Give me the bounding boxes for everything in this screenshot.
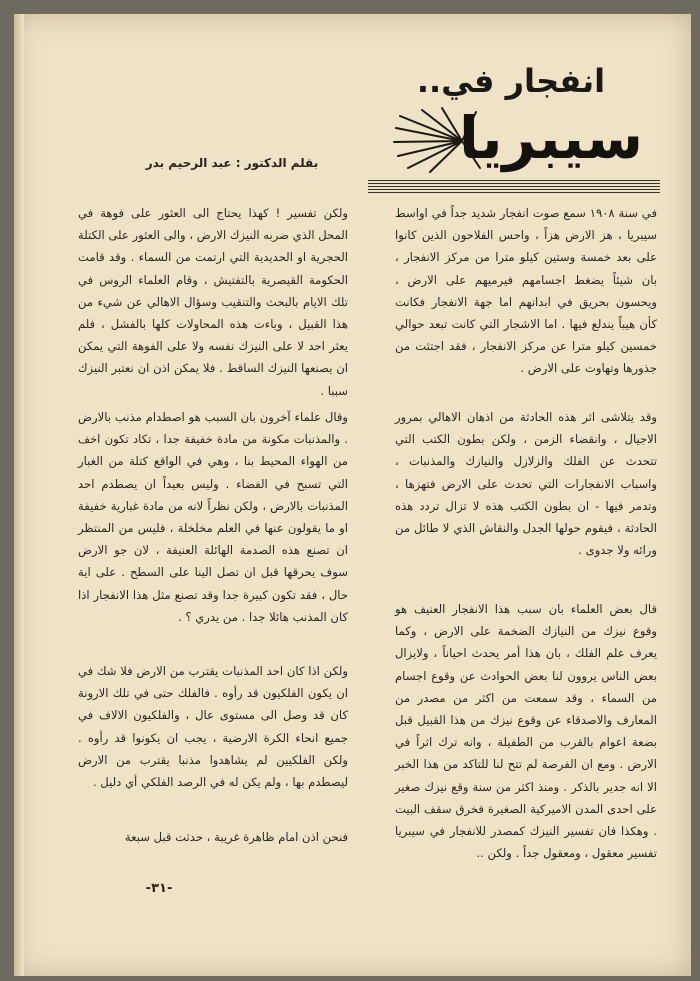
magazine-page [14,14,691,976]
left-column-paragraph-1: ولكن تفسير ! كهذا يحتاج الى العثور على فوهة في المحل الذي ضربه النيزك الارض ، والى العثور على الكتلة الحجرية او الحديدية التي ارتمت من السماء . وقد قامت الحكومة القيصرية بالتفتيش ، وقام العلماء الروس في تلك الايام بالبحث والتنقيب وسؤال الاهالي عن شيء من هذا القبيل ، وباءت هذه المحاولات كلها بالفشل ، فلم يعثر احد لا على النيزك نفسه ولا على الفوهة التي يمكن ان يصنعها النيزك الساقط . فلا يمكن اذن ان نعتبر النيزك سببا . [78,206,348,398]
left-column-paragraph-2: وقال علماء آخرون بان السبب هو اصطدام مذنب بالارض . والمذنبات مكونة من مادة خفيفة جدا ، تكاد تكون اخف من الهواء المحيط بنا ، وهي في الواقع كتلة من الغبار التي تسبح في الفضاء . وليس بعيداً ان يصطدم احد المذنبات بالارض ، ولكن نظراً لانه من مادة غبارية خفيفة او ما يقولون عنها في العلم مخلخلة ، فليس من المنتظر ان تصنع هذه الصدمة الهائلة العنيفة ، لان جو الارض سوف يحرقها قبل ان تصل الينا على السطح . على اية حال ، فقد تكون كبيرة جدا وقد تصنع مثل هذا الانفجار اذا كان المذنب هائلا جدا . من يدري ؟ . [78,410,348,624]
article-title-main: سيبريا [458,104,643,172]
right-column-paragraph-1: في سنة ١٩٠٨ سمع صوت انفجار شديد جداً في اواسط سيبريا ، هز الارض هزاً ، واحس الفلاحون الذين كانوا على بعد خمسة وستين كيلو مترا من مركز الانفجار ، بان شيئاً يضغط اجسامهم فيرميهم على الارض ، ويحسون بحريق في ابدانهم اما جهة الانفجار فكانت كأن هيباً يندلع فيها . اما الاشجار التي كانت تبعد حوالي خمسين كيلو مترا عن مركز الانفجار ، فقد اجتثت من جذورها وتهاوت على الارض . [395,206,657,376]
right-column-paragraph-2: وقد يتلاشى اثر هذه الحادثة من اذهان الاهالي بمرور الاجيال ، وانقضاء الزمن ، ولكن بطون الكتب التي تتحدث عن الفلك والزلازل والنيازك والمذنبات ، واسباب الانفجارات التي تحدث على الارض فتهزها ، وتدمر فيها - ان بطون الكتب هذه لا تزال تردد هذه الحادثة ، فيقوم حولها الجدل والنقاش الذي لا طائل من ورائه ولا جدوى . [395,410,657,558]
title-hatch-divider [368,180,660,194]
author-byline: بقلم الدكتور : عبد الرحيم بدر [145,156,319,170]
left-column-paragraph-4: فنحن اذن امام ظاهرة غريبة ، حدثت قبل سبعة [124,830,348,844]
right-column-paragraph-3: قال بعض العلماء بان سبب هذا الانفجار العنيف هو وقوع نيزك من النيازك الضخمة على الارض ، وكما يعرف علم الفلك ، بان هذا أمر يحدث احياناً ، ولايزال بعض الناس يروون لنا بعض الحوادث عن وقوع اجسام من السماء ، وقد سمعت من اكثر من مصدر من المعارف والاصدقاء عن وقوع نيزك من هذا القبيل قبل بضعة اعوام بالقرب من الطفيلة ، وانه ترك اثراً في الارض . ومع ان الفرصة لم تتح لنا للتاكد من هذا الخبر الا انه جدير بالذكر . ومنذ اكثر من سنة وقع نيزك صغير على احدى المدن الاميركية الصغيرة فخرق سقف البيت . وهكذا فان تفسير النيزك كمصدر للانفجار في سيبريا تفسير معقول ، ومعقول جداً . ولكن .. [395,602,657,861]
article-title-line1: انفجار في.. [416,62,606,100]
page-spine-shadow [14,14,24,976]
page-number: -٣١- [145,881,173,896]
left-column-paragraph-3: ولكن اذا كان احد المذنبات يقترب من الارض فلا شك في ان يكون الفلكيون قد رأوه . فالفلك حتى في تلك الارونة كان قد وصل الى مستوى عال ، والفلكيون الالاف في جميع انحاء الكرة الارضية ، يجب ان يكونوا قد رأوه . ولكن الفلكيين لم يشاهدوا مذنبا يقترب من الارض ليصطدم بها ، ولم يكن له في الرصد الفلكي أي دليل . [78,664,348,790]
